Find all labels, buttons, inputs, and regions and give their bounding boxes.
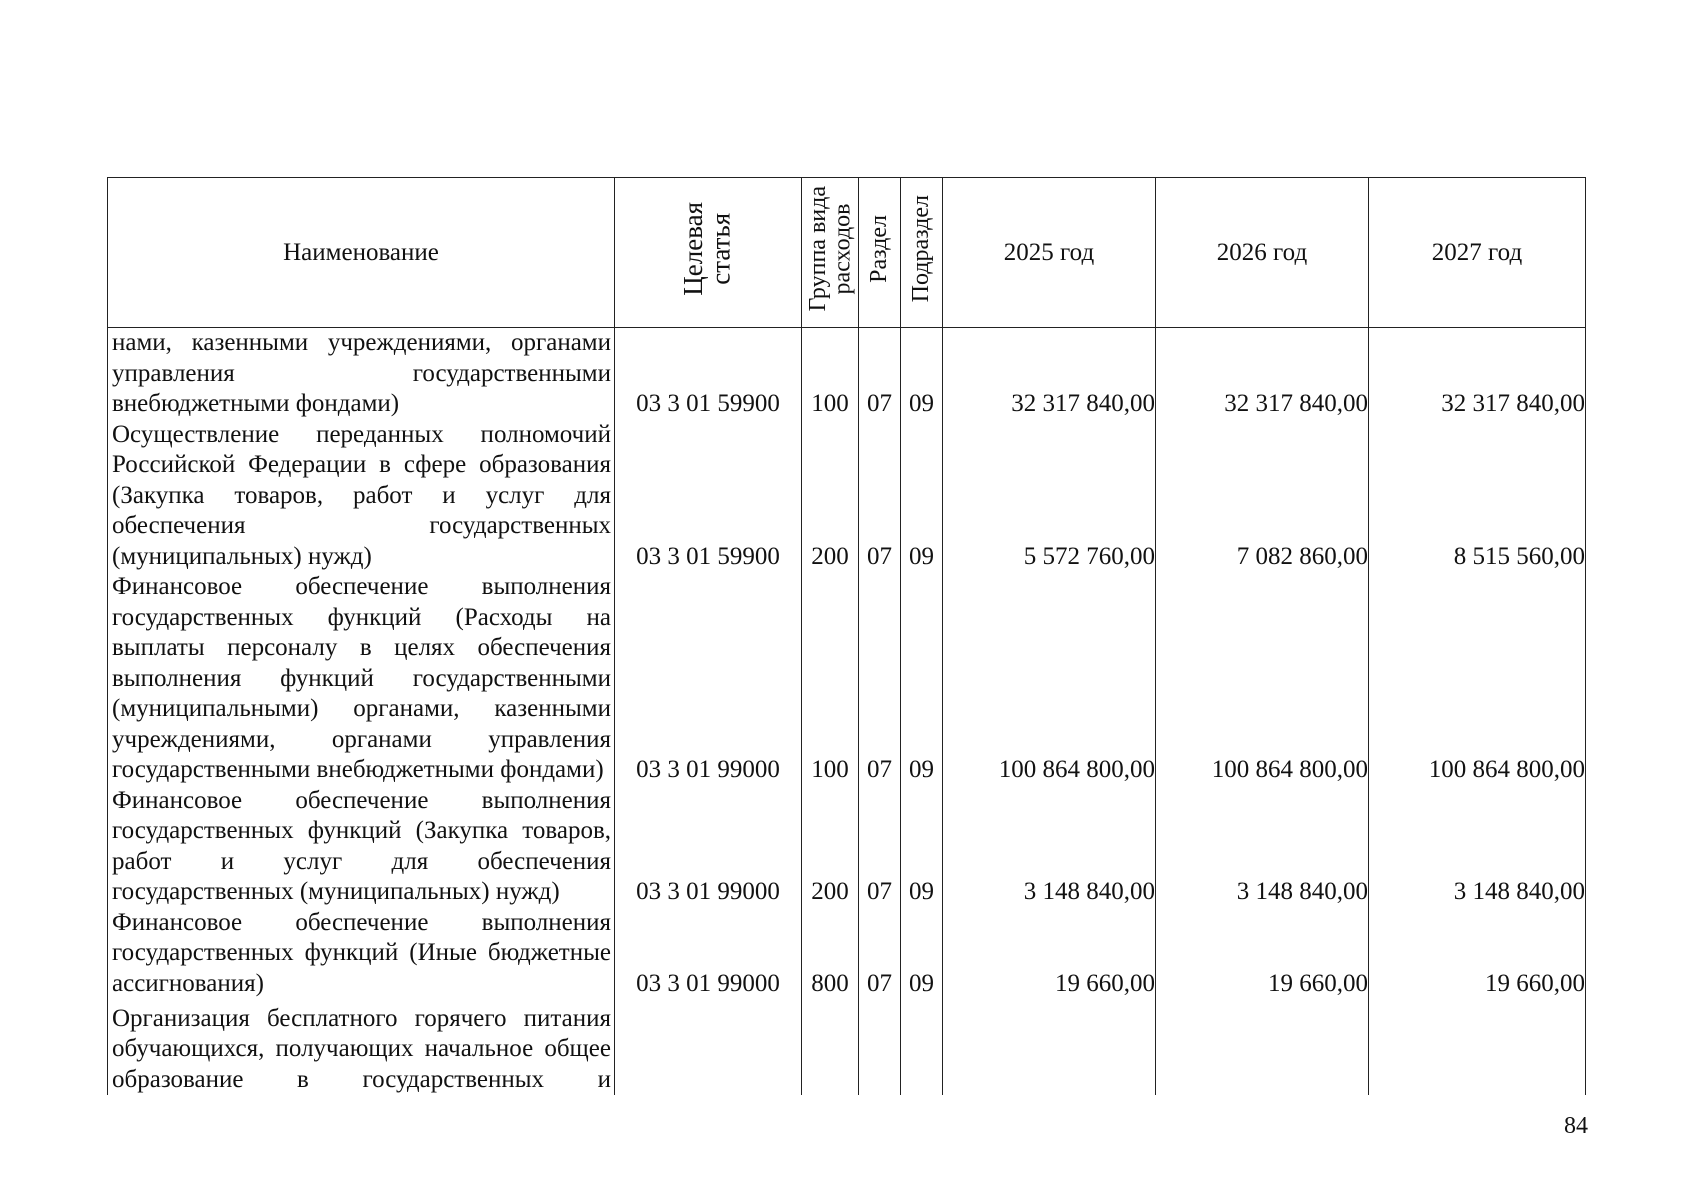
row-amount-2027: 100 864 800,00 bbox=[1369, 572, 1586, 786]
header-year-2026: 2026 год bbox=[1156, 178, 1369, 328]
header-expense-group: Группа вида расходов bbox=[802, 178, 859, 328]
row-section: 07 bbox=[859, 908, 901, 1000]
row-amount-2025: 5 572 760,00 bbox=[943, 420, 1156, 573]
row-subsection: 09 bbox=[901, 572, 943, 786]
table-row bbox=[108, 786, 1586, 908]
row-subsection: 09 bbox=[901, 420, 943, 573]
row-section: 07 bbox=[859, 572, 901, 786]
row-amount-2027: 32 317 840,00 bbox=[1369, 328, 1586, 420]
row-target-article bbox=[615, 999, 802, 1095]
row-expense-group: 800 bbox=[802, 908, 859, 1000]
row-target-article: 03 3 01 59900 bbox=[615, 328, 802, 420]
row-target-article: 03 3 01 99000 bbox=[615, 908, 802, 1000]
table-row bbox=[108, 420, 1586, 573]
table-header-row bbox=[108, 178, 1586, 328]
row-name: Осуществление переданных полномочий Российской Федерации в сфере образования (Закупка товаров, работ и услуг для обеспечения государственных (муниципальных) нужд) bbox=[108, 420, 615, 573]
row-amount-2027: 8 515 560,00 bbox=[1369, 420, 1586, 573]
row-amount-2026: 19 660,00 bbox=[1156, 908, 1369, 1000]
row-name: Организация бесплатного горячего питания обучающихся, получающих начальное общее образование в государственных и bbox=[108, 999, 615, 1095]
row-amount-2026 bbox=[1156, 999, 1369, 1095]
row-subsection bbox=[901, 999, 943, 1095]
row-name: нами, казенными учреждениями, органами управления государственными внебюджетными фондами) bbox=[108, 328, 615, 420]
row-amount-2026: 32 317 840,00 bbox=[1156, 328, 1369, 420]
row-amount-2026: 3 148 840,00 bbox=[1156, 786, 1369, 908]
row-subsection: 09 bbox=[901, 908, 943, 1000]
header-target-article: Целевая статья bbox=[615, 178, 802, 328]
row-expense-group: 200 bbox=[802, 420, 859, 573]
table-row bbox=[108, 999, 1586, 1095]
row-section bbox=[859, 999, 901, 1095]
row-section: 07 bbox=[859, 328, 901, 420]
row-amount-2027: 3 148 840,00 bbox=[1369, 786, 1586, 908]
row-expense-group: 100 bbox=[802, 328, 859, 420]
row-amount-2027 bbox=[1369, 999, 1586, 1095]
header-year-2025: 2025 год bbox=[943, 178, 1156, 328]
budget-table bbox=[107, 177, 1586, 1095]
row-amount-2025: 32 317 840,00 bbox=[943, 328, 1156, 420]
header-subsection: Подраздел bbox=[901, 178, 943, 328]
row-target-article: 03 3 01 59900 bbox=[615, 420, 802, 573]
row-amount-2026: 7 082 860,00 bbox=[1156, 420, 1369, 573]
row-section: 07 bbox=[859, 786, 901, 908]
row-amount-2025: 100 864 800,00 bbox=[943, 572, 1156, 786]
table-row bbox=[108, 328, 1586, 420]
row-amount-2025: 19 660,00 bbox=[943, 908, 1156, 1000]
table-row bbox=[108, 572, 1586, 786]
row-amount-2027: 19 660,00 bbox=[1369, 908, 1586, 1000]
row-expense-group bbox=[802, 999, 859, 1095]
row-target-article: 03 3 01 99000 bbox=[615, 786, 802, 908]
page-number: 84 bbox=[1564, 1113, 1588, 1139]
header-name: Наименование bbox=[108, 178, 615, 328]
header-section: Раздел bbox=[859, 178, 901, 328]
row-subsection: 09 bbox=[901, 786, 943, 908]
row-expense-group: 200 bbox=[802, 786, 859, 908]
header-year-2027: 2027 год bbox=[1369, 178, 1586, 328]
row-section: 07 bbox=[859, 420, 901, 573]
row-name: Финансовое обеспечение выполнения государственных функций (Закупка товаров, работ и услуг для обеспечения государственных (муниципальных) нужд) bbox=[108, 786, 615, 908]
table-row bbox=[108, 908, 1586, 1000]
row-subsection: 09 bbox=[901, 328, 943, 420]
row-target-article: 03 3 01 99000 bbox=[615, 572, 802, 786]
row-name: Финансовое обеспечение выполнения государственных функций (Расходы на выплаты персоналу в целях обеспечения выполнения функций государственными (муниципальными) органами, казенными учреждениями, органами управления государственными внебюджетными фондами) bbox=[108, 572, 615, 786]
row-amount-2025: 3 148 840,00 bbox=[943, 786, 1156, 908]
row-expense-group: 100 bbox=[802, 572, 859, 786]
row-name: Финансовое обеспечение выполнения государственных функций (Иные бюджетные ассигнования) bbox=[108, 908, 615, 1000]
row-amount-2025 bbox=[943, 999, 1156, 1095]
row-amount-2026: 100 864 800,00 bbox=[1156, 572, 1369, 786]
